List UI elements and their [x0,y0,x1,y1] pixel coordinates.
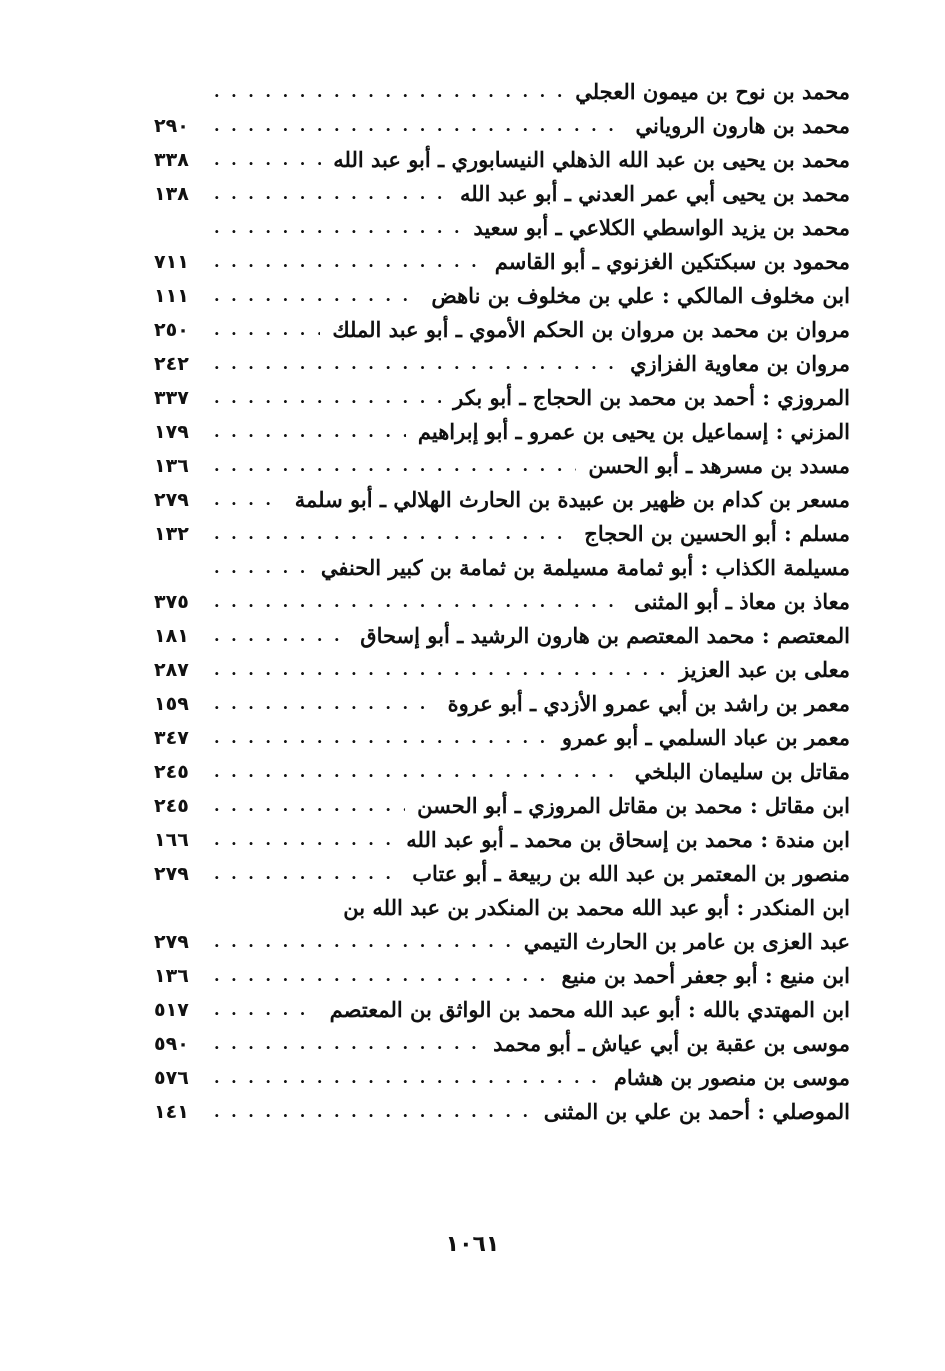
entry-name: معمر بن راشد بن أبي عمرو الأزدي ـ أبو عروة [447,691,850,716]
index-list [148,75,850,891]
entry-name: المروزي : أحمد بن محمد بن الحجاج ـ أبو بكر [453,385,850,410]
index-entry [148,1061,850,1095]
dot-leader [214,653,667,687]
dot-leader [214,551,309,585]
dot-leader [214,823,394,857]
entry-page-number: ١٣٦ [154,455,189,477]
entry-name: معلى بن عبد العزيز [679,657,850,682]
index-entry [148,109,850,143]
dot-leader [214,177,448,211]
entry-page-number: ٢٧٩ [154,489,189,511]
index-entry [148,75,850,109]
index-entry [148,177,850,211]
entry-name: المزني : إسماعيل بن يحيى بن عمرو ـ أبو إبراهيم [417,419,850,444]
entry-name: منصور بن المعتمر بن عبد الله بن ربيعة ـ أبو عتاب [412,861,850,886]
entry-page-number: ٣٣٧ [154,387,189,409]
entry-name: محمد بن نوح بن ميمون العجلي [575,79,850,104]
index-entry [148,653,850,687]
entry-page-number: ١٨١ [154,625,189,647]
dot-leader [214,75,563,109]
entry-page-number: ١٥٩ [154,693,189,715]
entry-page-number: ٥٩٠ [154,1033,189,1055]
entry-name: مسعر بن كدام بن ظهير بن عبيدة بن الحارث الهلالي ـ أبو سلمة [294,487,850,512]
index-entry [148,143,850,177]
index-entry [148,415,850,449]
index-entry [148,1095,850,1129]
entry-page-number: ٢٤٥ [154,761,189,783]
dot-leader [214,211,461,245]
entry-name: عبد العزى بن عامر بن الحارث التيمي [523,929,850,954]
entry-name: محمد بن يحيى أبي عمر العدني ـ أبو عبد الله [459,181,850,206]
index-entry [148,483,850,517]
entry-page-number: ١٣٢ [154,523,189,545]
entry-name: الموصلي : أحمد بن علي بن المثنى [543,1099,850,1124]
entry-page-number: ٢٤٥ [154,795,189,817]
dot-leader [214,245,483,279]
entry-page-number: ٣٧٥ [154,591,189,613]
entry-name: موسى بن عقبة بن أبي عياش ـ أبو محمد [493,1031,850,1056]
entry-page-number: ٢٧٩ [154,863,189,885]
index-entry [148,959,850,993]
entry-name: معمر بن عباد السلمي ـ أبو عمرو [561,725,850,750]
dot-leader [214,517,572,551]
entry-name: مسلم : أبو الحسين بن الحجاج [584,521,850,546]
entry-page-number: ١١١ [154,285,189,307]
dot-leader [214,993,318,1027]
dot-leader [214,857,400,891]
entry-page-number: ٢٧٩ [154,931,189,953]
entry-name: المعتصم : محمد المعتصم بن هارون الرشيد ـ أبو إسحاق [360,623,850,648]
index-entry [148,279,850,313]
index-entry-continued: ابن المنكدر : أبو عبد الله محمد بن المنكدر بن عبد الله بن [343,895,850,920]
dot-leader [214,619,348,653]
dot-leader [214,415,406,449]
entry-page-number: ٣٣٨ [154,149,189,171]
entry-page-number: ٣٤٧ [154,727,189,749]
index-entry [148,789,850,823]
index-entry [148,313,850,347]
dot-leader [214,925,512,959]
page-number: ١٠٦١ [445,1232,500,1257]
index-entry [148,823,850,857]
entry-page-number: ٢٤٢ [154,353,189,375]
index-entry [148,755,850,789]
entry-page-number: ٢٩٠ [154,115,189,137]
index-entry [148,857,850,891]
entry-name: محمد بن يزيد الواسطي الكلاعي ـ أبو سعيد [473,215,850,240]
dot-leader [214,347,618,381]
index-entry [148,925,850,959]
entry-page-number: ١٤١ [154,1101,189,1123]
entry-page-number: ٧١١ [154,251,189,273]
index-entry [148,619,850,653]
index-entry [148,721,850,755]
dot-leader [214,143,321,177]
index-entry [148,449,850,483]
entry-name: محمد بن هارون الروياني [635,113,850,138]
dot-leader [214,279,419,313]
index-page [148,75,850,1129]
entry-name: ابن مندة : محمد بن إسحاق بن محمد ـ أبو عبد الله [406,827,850,852]
entry-page-number: ٥١٧ [154,999,189,1021]
index-entry [148,993,850,1027]
entry-page-number: ١٣٨ [154,183,189,205]
entry-name: مقاتل بن سليمان البلخي [634,759,850,784]
entry-name: معاذ بن معاذ ـ أبو المثنى [634,589,850,614]
dot-leader [214,721,550,755]
entry-page-number: ١٣٦ [154,965,189,987]
index-entry [148,687,850,721]
dot-leader [214,1095,532,1129]
dot-leader [214,959,550,993]
index-entry [148,585,850,619]
dot-leader [214,755,623,789]
index-entry [148,381,850,415]
entry-name: ابن منيع : أبو جعفر أحمد بن منيع [561,963,850,988]
dot-leader [214,1027,481,1061]
entry-name: ابن مخلوف المالكي : علي بن مخلوف بن ناهض [431,283,850,308]
index-entry [148,245,850,279]
entry-name: مسيلمة الكذاب : أبو ثمامة مسيلمة بن ثمامة بن كبير الحنفي [320,555,850,580]
index-entry [148,211,850,245]
entry-name: ابن مقاتل : محمد بن مقاتل المروزي ـ أبو الحسن [417,793,850,818]
dot-leader [214,687,436,721]
index-entry [148,551,850,585]
entry-page-number: ١٧٩ [154,421,189,443]
entry-name: مسدد بن مسرهد ـ أبو الحسن [588,453,850,478]
dot-leader [214,483,283,517]
entry-name: ابن المهتدي بالله : أبو عبد الله محمد بن الواثق بن المعتصم [329,997,850,1022]
dot-leader [214,381,441,415]
entry-page-number: ٢٥٠ [154,319,189,341]
dot-leader [214,789,405,823]
entry-name: مروان بن محمد بن مروان بن الحكم الأموي ـ أبو عبد الملك [332,317,850,342]
entry-name: محمد بن يحيى بن عبد الله الذهلي النيسابوري ـ أبو عبد الله [333,147,850,172]
entry-name: موسى بن منصور بن هشام [613,1065,850,1090]
entry-name: محمود بن سبكتكين الغزنوي ـ أبو القاسم [494,249,850,274]
entry-page-number: ٥٧٦ [154,1067,189,1089]
dot-leader [214,1061,602,1095]
dot-leader [214,313,320,347]
index-entry [148,347,850,381]
index-entry [148,1027,850,1061]
entry-page-number: ١٦٦ [154,829,189,851]
dot-leader [214,585,622,619]
entry-page-number: ٢٨٧ [154,659,189,681]
dot-leader [214,449,576,483]
index-list-continued [148,925,850,1129]
dot-leader [214,109,624,143]
index-entry [148,517,850,551]
entry-name: مروان بن معاوية الفزازي [630,351,850,376]
